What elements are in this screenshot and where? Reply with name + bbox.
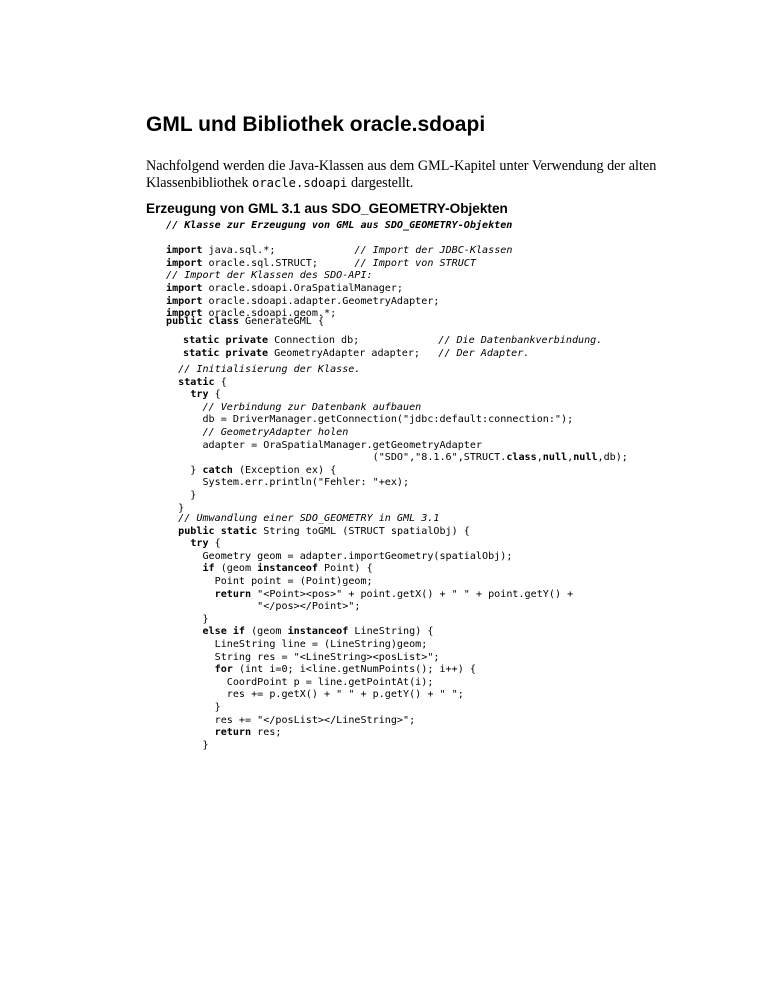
code-line: import oracle.sdoapi.geom.*; bbox=[166, 308, 337, 320]
intro-text-before: Klassenbibliothek bbox=[146, 175, 252, 191]
code-line: ("SDO","8.1.6",STRUCT.class,null,null,db); bbox=[372, 452, 628, 464]
code-line: else if (geom instanceof LineString) { bbox=[202, 626, 434, 638]
code-line: // Import der Klassen des SDO-API: bbox=[166, 270, 373, 282]
code-line: db = DriverManager.getConnection("jdbc:default:connection:"); bbox=[202, 414, 574, 426]
code-line: System.err.println("Fehler: "+ex); bbox=[202, 477, 410, 489]
code-block-init bbox=[166, 364, 628, 515]
code-line: } bbox=[166, 739, 209, 751]
code-line: for (int i=0; i<line.getNumPoints(); i++) { bbox=[214, 664, 476, 676]
code-line: // Initialisierung der Klasse. bbox=[178, 364, 361, 375]
code-line: if (geom instanceof Point) { bbox=[202, 563, 373, 575]
section-heading: Erzeugung von GML 3.1 aus SDO_GEOMETRY-Objekten bbox=[146, 201, 508, 216]
code-line: Geometry geom = adapter.importGeometry(spatialObj); bbox=[202, 550, 513, 562]
code-block-class bbox=[166, 316, 324, 329]
code-line: public class GenerateGML { bbox=[166, 316, 325, 327]
code-line: import java.sql.*; // Import der JDBC-Klassen bbox=[166, 245, 513, 257]
code-line: // Verbindung zur Datenbank aufbauen bbox=[202, 401, 422, 413]
code-line: static private Connection db; // Die Datenbankverbindung. bbox=[183, 335, 603, 346]
code-line: } bbox=[166, 489, 197, 501]
code-line: CoordPoint p = line.getPointAt(i); bbox=[226, 676, 434, 688]
code-line: } bbox=[166, 502, 185, 514]
code-line: String res = "<LineString><posList>"; bbox=[214, 651, 440, 663]
code-line: static { bbox=[178, 376, 227, 388]
code-line: import oracle.sdoapi.adapter.GeometryAdapter; bbox=[166, 295, 440, 307]
code-line: adapter = OraSpatialManager.getGeometryAdapter bbox=[202, 439, 483, 451]
intro-inline-code: oracle.sdoapi bbox=[252, 176, 348, 190]
code-line: // Klasse zur Erzeugung von GML aus SDO_GEOMETRY-Objekten bbox=[166, 220, 513, 231]
code-line: Point point = (Point)geom; bbox=[214, 575, 373, 587]
intro-paragraph bbox=[146, 158, 657, 192]
code-line: import oracle.sdoapi.OraSpatialManager; bbox=[166, 282, 404, 294]
code-line: try { bbox=[190, 538, 221, 550]
intro-line-1: Nachfolgend werden die Java-Klassen aus dem GML-Kapitel unter Verwendung der alten bbox=[146, 158, 657, 174]
code-line: LineString line = (LineString)geom; bbox=[214, 638, 428, 650]
code-line: res += "</posList></LineString>"; bbox=[214, 714, 416, 726]
code-block-method bbox=[166, 513, 573, 752]
intro-line-2 bbox=[146, 175, 616, 192]
code-line: return res; bbox=[214, 727, 282, 739]
code-line: "</pos></Point>"; bbox=[257, 601, 361, 613]
code-line: } catch (Exception ex) { bbox=[166, 464, 337, 476]
code-line: // GeometryAdapter holen bbox=[202, 426, 349, 438]
page-title: GML und Bibliothek oracle.sdoapi bbox=[146, 113, 486, 136]
code-line bbox=[166, 233, 512, 246]
code-block-fields bbox=[183, 335, 602, 360]
code-line: res += p.getX() + " " + p.getY() + " "; bbox=[226, 689, 464, 701]
code-block-header bbox=[166, 220, 512, 321]
code-line: return "<Point><pos>" + point.getX() + " " + point.getY() + bbox=[214, 588, 574, 600]
code-line: import oracle.sql.STRUCT; // Import von STRUCT bbox=[166, 257, 476, 269]
code-line: public static String toGML (STRUCT spatialObj) { bbox=[178, 525, 470, 537]
code-line: } bbox=[166, 701, 221, 713]
intro-text-after: dargestellt. bbox=[347, 175, 414, 191]
code-line: try { bbox=[190, 389, 221, 401]
code-line: } bbox=[166, 613, 209, 625]
code-line: // Umwandlung einer SDO_GEOMETRY in GML 3.1 bbox=[178, 513, 440, 524]
code-line: static private GeometryAdapter adapter; // Der Adapter. bbox=[183, 347, 530, 359]
